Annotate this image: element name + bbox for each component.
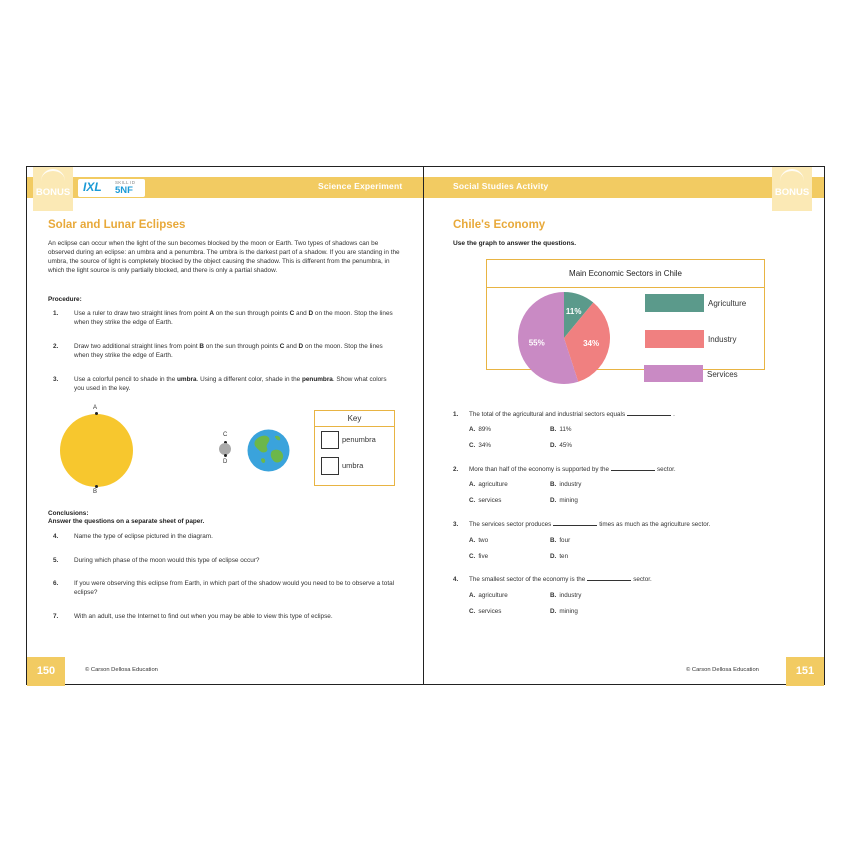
intro-paragraph: An eclipse can occur when the light of the sun becomes blocked by the moon or Earth. Two types of shadows can be observed during an eclipse: an umbra and a penumbra. The umbra is the darkest part of a shadow. If you are standing in the umbra, the source of light is completely blocked by the object causing the shadow. This is different from the penumbra, in which the light source is only partially blocked, and there is only a partial shadow. [48,240,400,274]
right-page [424,167,824,684]
point-d-label: D [223,459,228,465]
procedure-step [53,310,398,328]
point-b-label: B [93,489,98,495]
conclusion-question: 6. If you were observing this eclipse from Earth, in which part of the shadow would you need to be to observe a total eclipse? [53,580,395,596]
step-text: Draw two additional straight lines from point B on the sun through points C and D on the moon. Stop the lines when they strike the edge of Earth. [74,343,383,359]
color-key [314,410,395,486]
conclusion-question: 4. Name the type of eclipse pictured in the diagram. [53,533,213,540]
sun [60,414,133,487]
penumbra-color-box[interactable] [321,431,339,449]
answer-option[interactable]: B. industry [550,592,582,599]
pie-label-services: 55% [528,338,545,348]
step-text: Use a colorful pencil to shade in the umbra. Using a different color, shade in the penumbra. Show what colors you used in the key. [74,376,387,392]
answer-blank[interactable] [553,525,597,526]
right-banner [424,177,824,198]
answer-option[interactable]: B. four [550,537,571,544]
key-row-umbra [321,457,363,475]
bonus-tab [772,167,812,211]
copyright-credit: © Carson Dellosa Education [85,667,158,673]
legend-label-industry: Industry [708,335,737,344]
answer-blank[interactable] [587,580,631,581]
step-number: 1. [53,310,59,317]
page-title: Chile's Economy [453,219,546,231]
section-label: Social Studies Activity [453,181,549,191]
sun-rays-icon [41,169,65,181]
step-number: 3. [53,376,59,383]
question: 4. The smallest sector of the economy is the sector. [453,576,652,583]
step-number: 2. [53,343,59,350]
page-number: 150 [27,657,65,686]
page-title: Solar and Lunar Eclipses [48,219,186,231]
page-number: 151 [786,657,824,686]
ixl-skill-label: SKILL ID [115,180,136,185]
conclusion-question: 7. With an adult, use the Internet to find out when you may be able to view this type of eclipse. [53,613,333,620]
step-text: Use a ruler to draw two straight lines from point A on the sun through points C and D on the moon. Stop the lines when they strike the edge of Earth. [74,310,393,326]
answer-option[interactable]: D. mining [550,497,578,504]
sun-rays-icon [780,169,804,181]
key-label: umbra [342,460,364,470]
pie-label-industry: 34% [583,339,600,349]
answer-option[interactable]: C. 34% [469,442,491,449]
left-page [27,167,424,684]
answer-option[interactable]: A. agriculture [469,592,508,599]
earth-icon [247,429,290,472]
procedure-step [53,376,398,394]
legend-swatch-agriculture [645,294,704,312]
answer-option[interactable]: A. 89% [469,426,491,433]
pie-chart-box [486,259,765,370]
key-title: Key [315,411,394,427]
chart-title: Main Economic Sectors in Chile [487,260,764,288]
answer-option[interactable]: B. industry [550,481,582,488]
key-row-penumbra [321,431,376,449]
pie-chart [517,291,611,385]
legend-label-agriculture: Agriculture [708,299,747,308]
ixl-skill-badge[interactable] [78,179,145,197]
key-label: penumbra [342,434,376,444]
answer-option[interactable]: B. 11% [550,426,572,433]
point-a-label: A [93,405,98,411]
point-a-dot [95,412,98,415]
answer-option[interactable]: C. services [469,608,502,615]
legend-swatch-industry [645,330,704,348]
conclusions-label: Conclusions: [48,510,89,517]
instruction: Use the graph to answer the questions. [453,240,577,247]
conclusion-question: 5. During which phase of the moon would this type of eclipse occur? [53,557,260,564]
answer-option[interactable]: D. 45% [550,442,572,449]
answer-option[interactable]: C. five [469,553,489,560]
question: 3. The services sector produces times as much as the agriculture sector. [453,521,711,528]
point-c-label: C [223,432,228,438]
section-label: Science Experiment [318,181,403,191]
book-spread [26,166,825,685]
ixl-skill-code: 5NF [115,185,133,196]
legend-label-services: Services [707,370,738,379]
answer-blank[interactable] [627,415,671,416]
question: 1. The total of the agricultural and industrial sectors equals . [453,411,675,418]
procedure-step [53,343,398,361]
bonus-label: BONUS [35,187,71,198]
ixl-logo: IXL [83,180,102,194]
question: 2. More than half of the economy is supported by the sector. [453,466,676,473]
answer-option[interactable]: C. services [469,497,502,504]
umbra-color-box[interactable] [321,457,339,475]
pie-label-agriculture: 11% [565,307,582,317]
conclusions-note: Answer the questions on a separate sheet of paper. [48,518,205,525]
procedure-label: Procedure: [48,296,82,303]
bonus-tab [33,167,73,211]
bonus-label: BONUS [774,187,810,198]
answer-option[interactable]: D. ten [550,553,569,560]
answer-option[interactable]: D. mining [550,608,578,615]
legend-swatch-services [644,365,703,382]
answer-option[interactable]: A. agriculture [469,481,508,488]
answer-option[interactable]: A. two [469,537,489,544]
copyright-credit: © Carson Dellosa Education [686,667,759,673]
point-d-dot [224,454,227,457]
answer-blank[interactable] [611,470,655,471]
point-b-dot [95,485,98,488]
